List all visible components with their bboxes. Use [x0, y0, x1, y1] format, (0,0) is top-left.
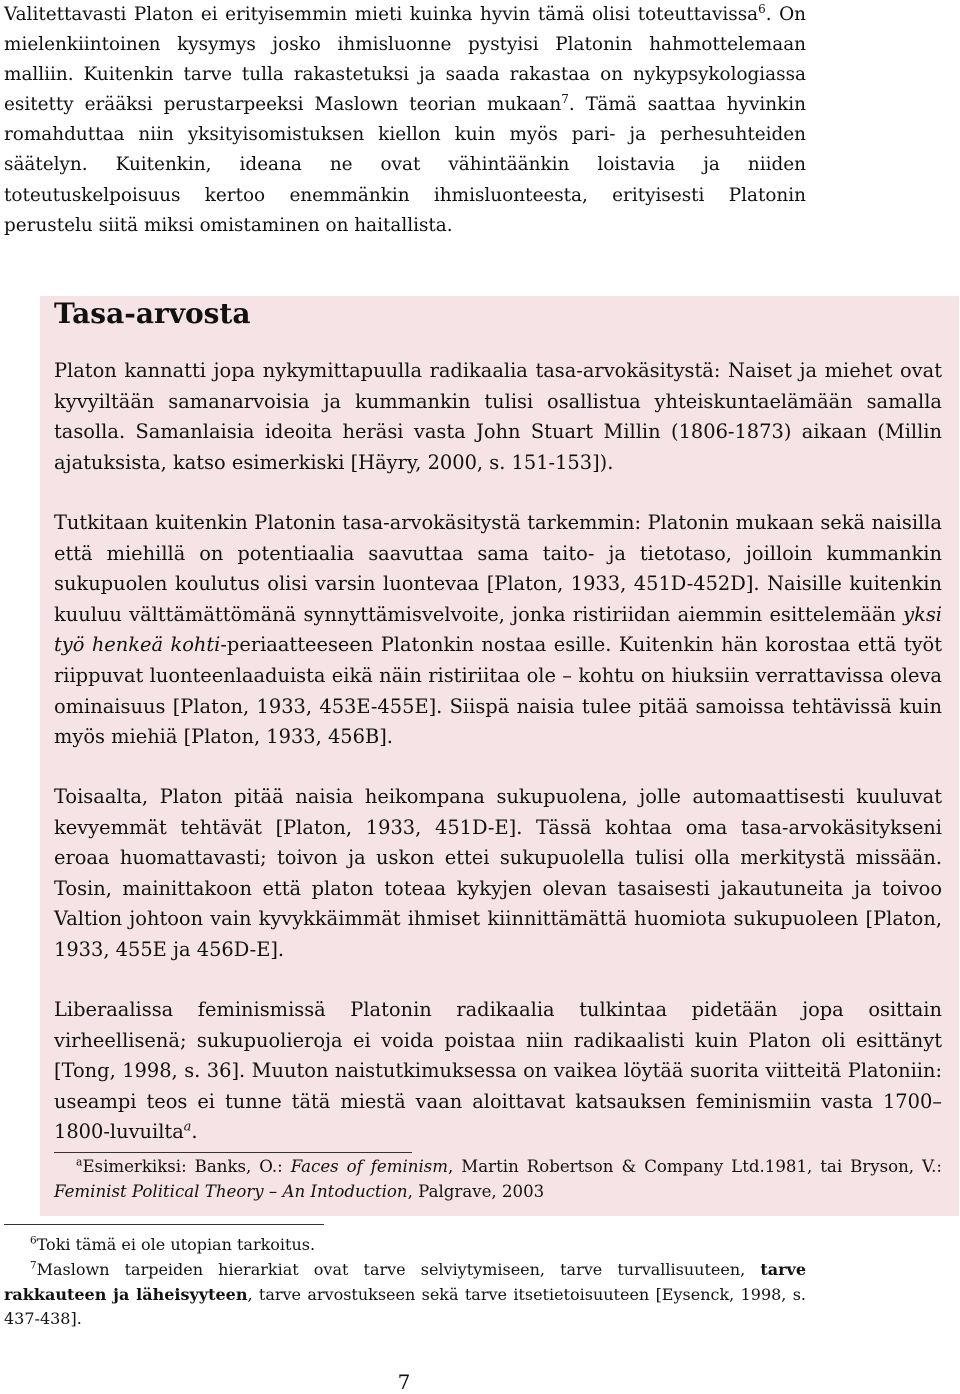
footnote-7-bold: tarve rakkauteen ja läheisyyteen	[4, 1260, 806, 1304]
footnote-7-text-c: , tarve arvostukseen sekä tarve itsetietoisuuteen [Eysenck, 1998, s. 437-438].	[4, 1284, 807, 1328]
box-p2-text-a: Tutkitaan kuitenkin Platonin tasa-arvokäsitystä tarkemmin: Platonin mukaan sekä naisilla että miehillä on potentiaalia saavuttaa sama taito- ja tietotaso, joilloin kummankin sukupuolen koulutus olisi varsin luontevaa [Platon, 1933, 451D-452D]. Naisille kuitenkin kuuluu välttämättömänä synnyttämisvelvoite, jonka ristiriidan aiemmin esittelemään	[54, 511, 942, 626]
box-footnote-mark: a	[76, 1155, 83, 1169]
box-fn-italic-1: Faces of feminism	[290, 1157, 449, 1176]
footnote-7-mark: 7	[30, 1259, 37, 1272]
box-paragraph-3: Toisaalta, Platon pitää naisia heikompana sukupuolena, jolle automaattisesti kuuluvat kevyemmät tehtävät [Platon, 1933, 451D-E]. Tässä kohtaa oma tasa-arvokäsitykseni eroaa huomattavasti; toivon ja uskon ettei sukupuolella tulisi olla merkitystä missään. Tosin, mainittakoon että platon toteaa kykyjen olevan tasaisesti jakautuneita ja toivoo Valtion johtoon vain kyvykkäimmät ihmiset kiinnittämättä huomiota sukupuoleen [Platon, 1933, 455E ja 456D-E].	[54, 785, 942, 961]
box-footnote-rule	[54, 1152, 412, 1153]
box-footnote-a	[54, 1154, 942, 1204]
box-p2-italic: yksi työ henkeä kohti	[54, 602, 942, 657]
footnote-ref-7[interactable]: 7	[561, 92, 569, 107]
intro-text-2: . On mielenkiintoinen kysymys josko ihmisluonne pystyisi Platonin hahmottelemaan malliin. Kuitenkin tarve tulla rakastetuksi ja saada rakastaa on nykypsykologiassa esitetty erääksi perustarpeeksi Maslown teorian mukaan	[4, 4, 806, 116]
box-heading: Tasa-arvosta	[54, 297, 251, 330]
footnote-6-mark: 6	[30, 1234, 37, 1247]
intro-paragraph	[4, 0, 806, 241]
footnote-ref-6[interactable]: 6	[758, 1, 766, 16]
box-fn-text-b: , Martin Robertson & Company Ltd.1981, tai Bryson, V.:	[448, 1157, 942, 1176]
footnote-rule	[4, 1224, 324, 1225]
box-fn-text-a: Esimerkiksi: Banks, O.:	[82, 1157, 291, 1176]
tasa-arvosta-box	[40, 296, 959, 1216]
footnote-ref-a[interactable]: a	[183, 1118, 192, 1134]
footnote-7	[4, 1258, 806, 1332]
box-p4-text: Liberaalissa feminismissä Platonin radikaalia tulkintaa pidetään jopa osittain virheellisenä; sukupuolieroja ei voida poistaa niin radikaalisti kuin Platon oli esittänyt [Tong, 1998, s. 36]. Muuton naistutkimuksessa on vaikea löytää suorita viitteitä Platoniin: useampi teos ei tunne tätä miestä vaan aloittavat katsauksen feminismiin vasta 1700–1800-luvuilta	[54, 998, 942, 1144]
box-p4-end: .	[191, 1120, 198, 1144]
box-fn-text-c: , Palgrave, 2003	[407, 1182, 545, 1201]
box-fn-italic-2: Feminist Political Theory – An Intoduction	[54, 1182, 408, 1201]
page-number: 7	[397, 1370, 411, 1394]
box-paragraph-2	[54, 508, 942, 753]
intro-text-1: Valitettavasti Platon ei erityisemmin mieti kuinka hyvin tämä olisi toteuttavissa	[4, 4, 759, 25]
footnote-6	[4, 1233, 806, 1258]
box-p2-text-b: -periaatteeseen Platonkin nostaa esille. Kuitenkin hän korostaa että työt riippuvat luonteenlaaduista eikä näin ristiriitaa ole – kohtu on hiuksiin verrattavissa oleva ominaisuus [Platon, 1933, 453E-455E]. Siispä naisia tulee pitää samoissa tehtävissä kuin myös miehiä [Platon, 1933, 456B].	[54, 633, 942, 749]
box-paragraph-4	[54, 995, 942, 1148]
box-paragraph-1: Platon kannatti jopa nykymittapuulla radikaalia tasa-arvokäsitystä: Naiset ja miehet ovat kyvyiltään samanarvoisia ja kummankin tulisi osallistua yhteiskuntaelämään samalla tasolla. Samanlaisia ideoita heräsi vasta John Stuart Millin (1806-1873) aikaan (Millin ajatuksista, katso esimerkiski [Häyry, 2000, s. 151-153]).	[54, 359, 942, 474]
intro-text-3: . Tämä saattaa hyvinkin romahduttaa niin yksityisomistuksen kiellon kuin myös pari- ja perhesuhteiden säätelyn. Kuitenkin, ideana ne ovat vähintäänkin loistavia ja niiden toteutuskelpoisuus kertoo enemmänkin ihmisluonteesta, erityisesti Platonin perustelu siitä miksi omistaminen on haitallista.	[4, 94, 806, 236]
footnote-7-text-a: Maslown tarpeiden hierarkiat ovat tarve selviytymiseen, tarve turvallisuuteen,	[36, 1260, 761, 1279]
footnote-6-text: Toki tämä ei ole utopian tarkoitus.	[36, 1235, 316, 1254]
